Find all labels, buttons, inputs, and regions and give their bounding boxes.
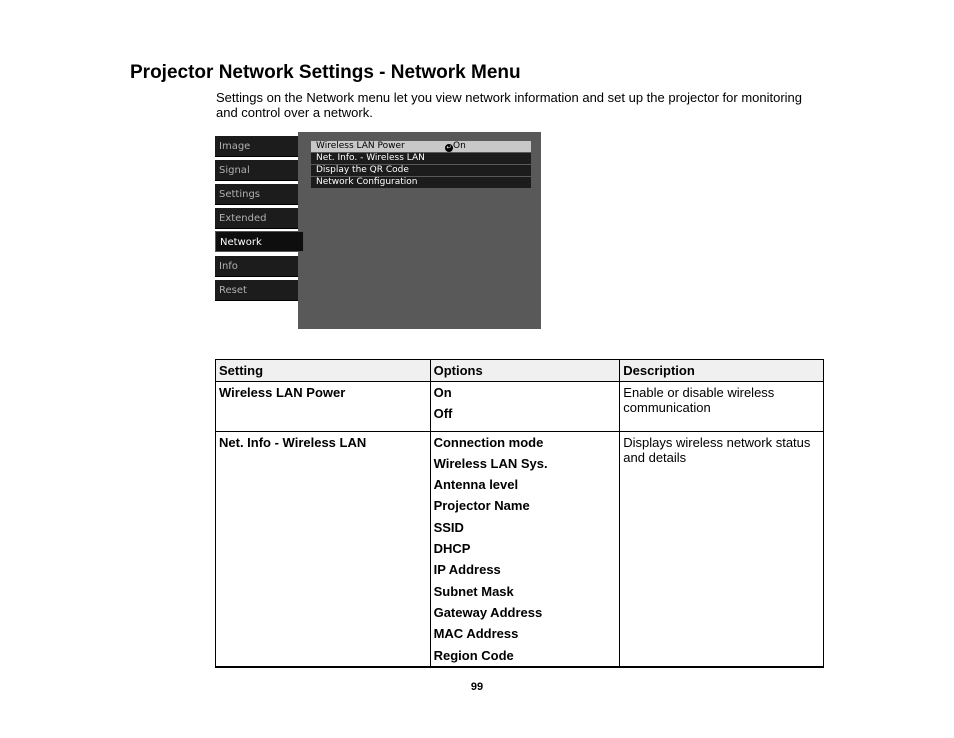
option-item: Region Code bbox=[433, 647, 514, 663]
option-item: Projector Name bbox=[433, 498, 530, 514]
menu-tab-extended: Extended bbox=[215, 208, 298, 229]
table-row bbox=[216, 431, 824, 666]
menu-panel bbox=[298, 132, 541, 329]
menu-item-qr-code: Display the QR Code bbox=[311, 165, 531, 176]
description-cell: Enable or disable wireless communication bbox=[620, 382, 824, 432]
options-cell bbox=[430, 382, 620, 432]
enter-arrow-icon: ↵ bbox=[446, 144, 452, 151]
header-setting: Setting bbox=[216, 360, 431, 382]
projector-menu-screenshot bbox=[214, 132, 541, 329]
option-item: IP Address bbox=[433, 562, 501, 578]
description-cell: Displays wireless network status and details bbox=[620, 431, 824, 666]
option-item: DHCP bbox=[433, 541, 471, 557]
menu-tab-info: Info bbox=[215, 256, 298, 277]
option-item: Off bbox=[433, 406, 453, 422]
menu-tab-signal: Signal bbox=[215, 160, 298, 181]
menu-item-net-info: Net. Info. - Wireless LAN bbox=[311, 153, 531, 164]
menu-item-network-config: Network Configuration bbox=[311, 177, 531, 188]
table-header-row bbox=[216, 360, 824, 382]
menu-item-value: ↵On bbox=[446, 141, 466, 151]
option-item: Wireless LAN Sys. bbox=[433, 455, 548, 471]
intro-paragraph: Settings on the Network menu let you view network information and set up the projector for monitoring and control over a network. bbox=[216, 90, 803, 120]
menu-tab-network: Network bbox=[215, 231, 304, 252]
option-item: SSID bbox=[433, 519, 464, 535]
page-title: Projector Network Settings - Network Menu bbox=[130, 62, 521, 83]
setting-cell: Wireless LAN Power bbox=[216, 382, 431, 432]
setting-cell: Net. Info - Wireless LAN bbox=[216, 431, 431, 666]
option-item: Connection mode bbox=[433, 434, 544, 450]
options-cell bbox=[430, 431, 620, 666]
menu-item-wireless-lan-power bbox=[311, 141, 531, 152]
menu-item-label: Wireless LAN Power bbox=[316, 141, 405, 151]
header-options: Options bbox=[430, 360, 620, 382]
header-description: Description bbox=[620, 360, 824, 382]
menu-tab-image: Image bbox=[215, 136, 298, 157]
page-number: 99 bbox=[470, 681, 484, 693]
option-item: MAC Address bbox=[433, 626, 519, 642]
table-row bbox=[216, 382, 824, 432]
settings-table bbox=[215, 359, 824, 668]
option-item: Subnet Mask bbox=[433, 583, 514, 599]
option-item: Gateway Address bbox=[433, 604, 543, 620]
option-item: Antenna level bbox=[433, 477, 519, 493]
menu-tab-settings: Settings bbox=[215, 184, 298, 205]
option-item: On bbox=[433, 385, 452, 400]
menu-tab-reset: Reset bbox=[215, 280, 298, 301]
